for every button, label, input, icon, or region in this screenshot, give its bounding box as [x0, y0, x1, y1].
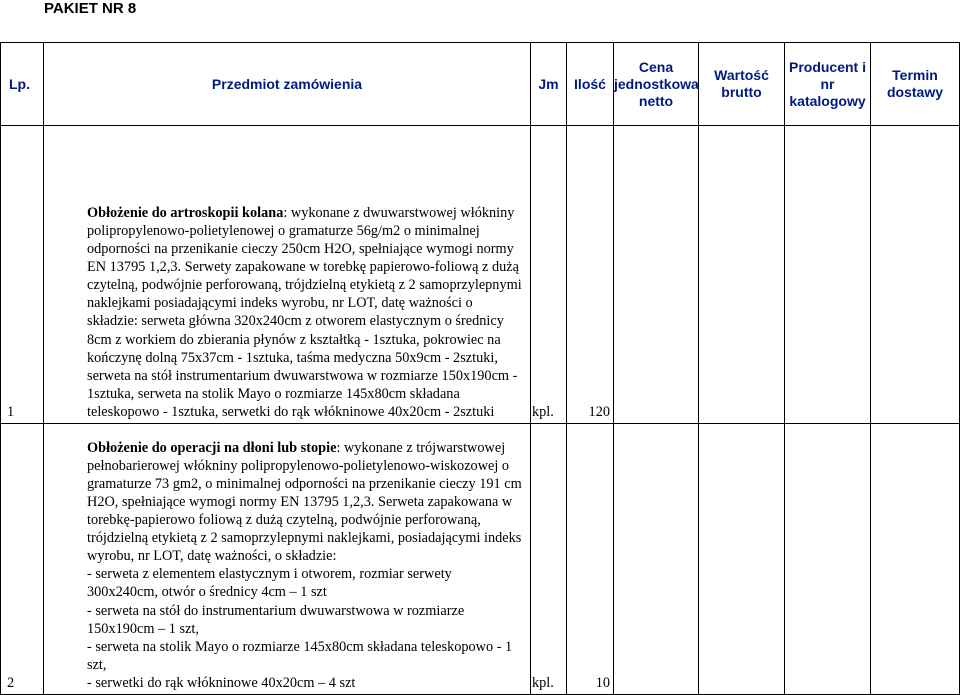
header-delivery: Termin dostawy — [871, 43, 960, 126]
package-title: PAKIET NR 8 — [44, 0, 137, 17]
row-description-text: : wykonane z trójwarstwowej pełnobarierowej włókniny polipropylenowo-polietylenowo-wiskozowej o gramaturze 73 gm2, o minimalnej odporności na przenikanie cieczy 191 cm H2O, spełniające wymogi normy EN 13795 1,2,3. Serweta zapakowana w torebkę-papierowo foliową z dużą czytelną, podwójnie perforowaną, trójdzielną etykietą z 2 samoprzylepnymi naklejkami, posiadającymi indeks wyrobu, nr LOT, datę ważności, o składzie: — [87, 439, 522, 565]
row-description-text: : wykonane z dwuwarstwowej włókniny polipropylenowo-polietylenowej o gramaturze 56g/m2 o minimalnej odporności na przenikanie cieczy 250cm H2O, spełniające wymogi normy EN 13795 1,2,3. Serwety zapakowane w torebkę papierowo-foliową z dużą czytelną, podwójnie perforowaną, trójdzielną etykietą z 2 samoprzylepnymi naklejkami posiadającymi indeks wyrobu, nr LOT, datę ważności o składzie: serweta główna 320x240cm z otworem elastycznym o średnicy 8cm z workiem do zbierania płynów z kształtką - 1sztuka, pokrowiec na kończynę dolną 75x37cm - 1sztuka, taśma medyczna 50x9cm - 2sztuki, serweta na stół instrumentarium dwuwarstwowa w rozmiarze 150x190cm - 1sztuka, serweta na stolik Mayo o rozmiarze 145x80cm składana teleskopowo - 1sztuka, serwetki do rąk włókninowe 40x20cm - 2sztuki — [87, 204, 522, 420]
row-lp: 2 — [1, 424, 44, 695]
row-unit: kpl. — [531, 424, 567, 695]
header-item: Przedmiot zamówienia — [44, 43, 531, 126]
row-gross-value[interactable] — [699, 424, 785, 695]
row-qty: 10 — [567, 424, 614, 695]
header-qty: Ilość — [567, 43, 614, 126]
row-unit: kpl. — [531, 126, 567, 424]
header-lp: Lp. — [1, 43, 44, 126]
row-title: Obłożenie do artroskopii kolana — [87, 204, 284, 221]
row-producer[interactable] — [785, 424, 871, 695]
header-gross-value: Wartość brutto — [699, 43, 785, 126]
order-table — [0, 42, 960, 695]
row-delivery[interactable] — [871, 424, 960, 695]
row-unit-price[interactable] — [614, 126, 699, 424]
row-title: Obłożenie do operacji na dłoni lub stopie — [87, 439, 337, 456]
row-producer[interactable] — [785, 126, 871, 424]
row-description — [44, 424, 531, 695]
header-row — [1, 43, 960, 126]
row-item-4: - serwetki do rąk włókninowe 40x20cm – 4 szt — [87, 674, 356, 691]
row-item-2: - serweta na stół do instrumentarium dwuwarstwowa w rozmiarze 150x190cm – 1 szt, — [87, 602, 465, 637]
row-lp: 1 — [1, 126, 44, 424]
row-description — [44, 126, 531, 424]
row-item-3: - serweta na stolik Mayo o rozmiarze 145x80cm składana teleskopowo - 1 szt, — [87, 638, 513, 673]
row-delivery[interactable] — [871, 126, 960, 424]
row-item-1: - serweta z elementem elastycznym i otworem, rozmiar serwety 300x240cm, otwór o średnicy 4cm – 1 szt — [87, 566, 452, 601]
row-unit-price[interactable] — [614, 424, 699, 695]
row-gross-value[interactable] — [699, 126, 785, 424]
header-unit-price: Cena jednostkowa netto — [614, 43, 699, 126]
table-row — [1, 126, 960, 424]
header-unit: Jm — [531, 43, 567, 126]
table-row — [1, 424, 960, 695]
header-producer: Producent i nr katalogowy — [785, 43, 871, 126]
row-qty: 120 — [567, 126, 614, 424]
